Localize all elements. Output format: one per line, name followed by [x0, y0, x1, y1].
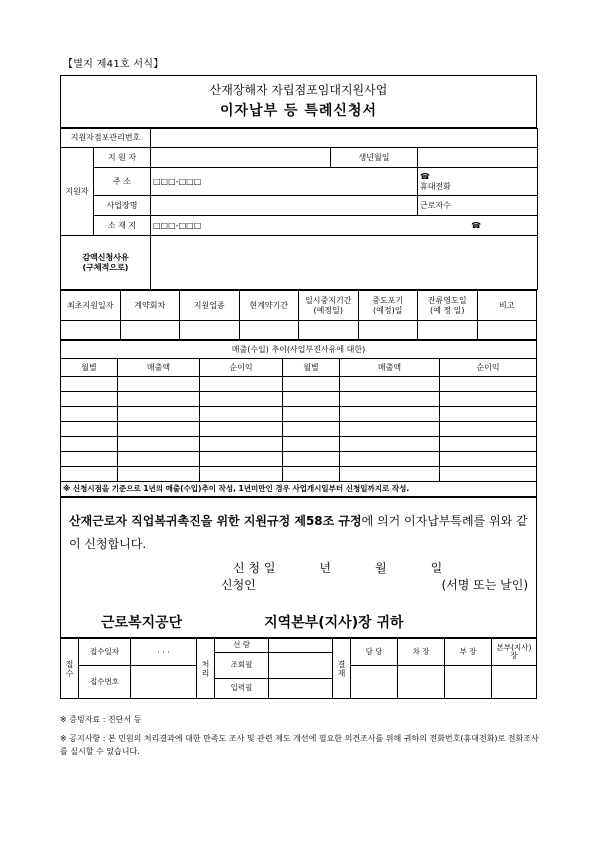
sales-row — [61, 467, 537, 482]
sales-note: ※ 신청시점을 기준으로 1년의 매출(수입)추이 작성, 1년미만인 경우 사업개시일부터 신청일까지로 작성. — [61, 482, 537, 497]
schedule-header: 잔류영도일 (예 정 일) — [418, 291, 478, 321]
sales-cell[interactable] — [61, 467, 118, 482]
declaration-table — [60, 497, 537, 638]
sales-row — [61, 452, 537, 467]
sales-cell[interactable] — [340, 377, 440, 392]
receipt-date-field[interactable]: · · · — [131, 639, 197, 666]
approval-label: 결 재 — [333, 639, 351, 699]
schedule-cell[interactable] — [61, 321, 121, 340]
applicant-info-table — [60, 128, 538, 290]
sales-cell[interactable] — [440, 392, 537, 407]
entry-field[interactable] — [269, 679, 333, 699]
sales-cell[interactable] — [200, 452, 283, 467]
signer-line — [61, 579, 536, 593]
schedule-cell[interactable] — [477, 321, 537, 340]
sales-row — [61, 437, 537, 452]
sales-header: 순이익 — [440, 359, 537, 377]
reason-field[interactable] — [151, 236, 538, 290]
sales-cell[interactable] — [283, 407, 340, 422]
receipt-date-label: 접수일자 — [79, 639, 131, 666]
sales-cell[interactable] — [118, 422, 200, 437]
schedule-header: 현계약기간 — [239, 291, 299, 321]
sales-cell[interactable] — [283, 422, 340, 437]
workers-cell[interactable] — [418, 196, 538, 216]
sign-box-deputy[interactable] — [398, 666, 445, 699]
sales-cell[interactable] — [200, 422, 283, 437]
addressee-branch: 지역본부(지사)장 귀하 — [264, 615, 404, 632]
sales-trend-table — [60, 340, 537, 497]
sales-cell[interactable] — [61, 407, 118, 422]
sales-row — [61, 407, 537, 422]
store-mgmt-no-field[interactable] — [151, 129, 538, 148]
sales-cell[interactable] — [340, 407, 440, 422]
reason-label-cell — [61, 236, 151, 290]
schedule-cell[interactable] — [418, 321, 478, 340]
sales-cell[interactable] — [283, 467, 340, 482]
role-manager: 부 장 — [445, 639, 492, 666]
applicant-group-label: 지원자 — [61, 148, 94, 236]
handling-label: 처 리 — [197, 639, 215, 699]
sales-header: 매출액 — [118, 359, 200, 377]
program-title: 산재장해자 자립점포임대지원사업 — [209, 82, 388, 97]
schedule-header: 최초지원일자 — [61, 291, 121, 321]
addressee-line — [61, 615, 536, 637]
declaration-text — [61, 498, 536, 556]
schedule-header: 비고 — [477, 291, 537, 321]
schedule-cell[interactable] — [239, 321, 299, 340]
schedule-header: 계약회차 — [120, 291, 180, 321]
sign-label[interactable]: (서명 또는 날인) — [441, 578, 528, 593]
sales-cell[interactable] — [440, 437, 537, 452]
sales-cell[interactable] — [118, 452, 200, 467]
role-staff: 담 당 — [351, 639, 398, 666]
sales-cell[interactable] — [200, 407, 283, 422]
sales-cell[interactable] — [118, 407, 200, 422]
sales-cell[interactable] — [283, 437, 340, 452]
day-label[interactable]: 일 — [430, 560, 443, 575]
sales-cell[interactable] — [440, 422, 537, 437]
declaration-law: 산재근로자 직업복귀촉진을 위한 지원규정 제58조 규정 — [69, 514, 362, 528]
schedule-header: 지원업종 — [180, 291, 240, 321]
application-date-line — [61, 562, 536, 576]
sales-cell[interactable] — [283, 377, 340, 392]
sales-cell[interactable] — [440, 467, 537, 482]
sales-cell[interactable] — [118, 467, 200, 482]
schedule-header: 일시중지기간 (예정일) — [299, 291, 359, 321]
month-label[interactable]: 월 — [375, 560, 387, 575]
form-title — [61, 76, 537, 128]
postcode-boxes: □□□-□□□ — [153, 176, 202, 186]
application-form — [60, 75, 537, 699]
footer-notes — [60, 713, 540, 765]
birth-label: 생년월일 — [331, 148, 418, 168]
sign-box-staff[interactable] — [351, 666, 398, 699]
name-field[interactable] — [151, 148, 331, 168]
store-mgmt-no-label: 지원자점포관리번호 — [61, 129, 151, 148]
sales-rows — [61, 377, 537, 482]
declaration-cell — [61, 498, 537, 638]
sign-box-branch-head[interactable] — [492, 666, 537, 699]
business-name-field[interactable] — [151, 196, 418, 216]
business-name-label: 사업장명 — [94, 196, 151, 216]
title-table — [60, 75, 537, 128]
sales-cell[interactable] — [61, 437, 118, 452]
schedule-cell[interactable] — [180, 321, 240, 340]
arrival-field[interactable] — [269, 639, 333, 653]
inquiry-field[interactable] — [269, 653, 333, 679]
schedule-header: 중도포기 (예정)일 — [358, 291, 418, 321]
sales-cell[interactable] — [118, 437, 200, 452]
location-phone-icon: ☎ — [471, 220, 482, 230]
applicant-label: 신청인 — [221, 578, 256, 593]
location-postcode-boxes: □□□-□□□ — [153, 220, 202, 230]
inquiry-label: 조회필 — [215, 653, 269, 679]
form-number: 【별지 제41호 서식】 — [63, 59, 164, 70]
sales-cell[interactable] — [61, 452, 118, 467]
sales-cell[interactable] — [200, 377, 283, 392]
document-title: 이자납부 등 특례신청서 — [220, 103, 377, 120]
schedule-table — [60, 290, 537, 340]
arrival-label: 선 람 — [215, 639, 269, 653]
addressee-org: 근로복지공단 — [101, 615, 183, 632]
sales-cell[interactable] — [283, 392, 340, 407]
receipt-no-field[interactable] — [131, 666, 197, 699]
birth-field[interactable] — [418, 148, 538, 168]
sales-cell[interactable] — [200, 437, 283, 452]
sales-cell[interactable] — [440, 407, 537, 422]
docs-note: ※ 증빙자료 : 진단서 등 — [60, 715, 142, 724]
schedule-cell[interactable] — [299, 321, 359, 340]
sales-header: 매출액 — [340, 359, 440, 377]
processing-table — [60, 638, 537, 699]
sales-cell[interactable] — [118, 392, 200, 407]
sales-section-title: 매출(수입) 추이(사업부진사유에 대한) — [61, 341, 537, 359]
sales-cell[interactable] — [340, 422, 440, 437]
sales-header: 월별 — [283, 359, 340, 377]
sales-row — [61, 422, 537, 437]
sales-row — [61, 392, 537, 407]
address-field[interactable] — [151, 168, 418, 196]
sales-row — [61, 377, 537, 392]
mobile-label: 휴대전화 — [420, 181, 451, 191]
sales-cell[interactable] — [61, 392, 118, 407]
year-label[interactable]: 년 — [319, 560, 331, 575]
receipt-no-label: 접수번호 — [79, 666, 131, 699]
notice-note: ※ 공지사항 : 본 민원의 처리결과에 대한 만족도 조사 및 관련 제도 개선에 필요한 의견조사를 위해 귀하의 전화번호(휴대전화)로 전화조사를 실시할 수 있습니다. — [60, 734, 539, 757]
sales-cell[interactable] — [440, 377, 537, 392]
sales-cell[interactable] — [283, 452, 340, 467]
sales-cell[interactable] — [340, 392, 440, 407]
phone-icon: ☎ — [420, 172, 430, 182]
location-field[interactable] — [151, 216, 538, 236]
entry-label: 입력필 — [215, 679, 269, 699]
mobile-cell[interactable] — [418, 168, 538, 196]
role-branch-head: 본부(지사)장 — [492, 639, 537, 666]
sales-header: 월별 — [61, 359, 118, 377]
sign-box-manager[interactable] — [445, 666, 492, 699]
sales-header: 순이익 — [200, 359, 283, 377]
sales-cell[interactable] — [200, 467, 283, 482]
workers-label: 근로자수 — [420, 200, 451, 210]
name-label: 지 원 자 — [94, 148, 151, 168]
sales-cell[interactable] — [340, 467, 440, 482]
location-label: 소 재 지 — [94, 216, 151, 236]
sales-cell[interactable] — [340, 437, 440, 452]
schedule-cell[interactable] — [358, 321, 418, 340]
sales-cell[interactable] — [440, 452, 537, 467]
sales-cell[interactable] — [340, 452, 440, 467]
reason-label-sub: (구체적으로) — [82, 262, 129, 272]
reason-label: 감액신청사유 — [82, 253, 129, 263]
receipt-label: 접 수 — [61, 639, 79, 699]
address-label: 주 소 — [94, 168, 151, 196]
declaration-rest: 에 의거 이자납부특례를 위와 같이 신청합니다. — [69, 514, 528, 551]
sales-cell[interactable] — [200, 392, 283, 407]
sales-cell[interactable] — [61, 377, 118, 392]
application-date-label: 신 청 일 — [233, 560, 276, 575]
schedule-cell[interactable] — [120, 321, 180, 340]
sales-cell[interactable] — [61, 422, 118, 437]
role-deputy: 차 장 — [398, 639, 445, 666]
sales-cell[interactable] — [118, 377, 200, 392]
